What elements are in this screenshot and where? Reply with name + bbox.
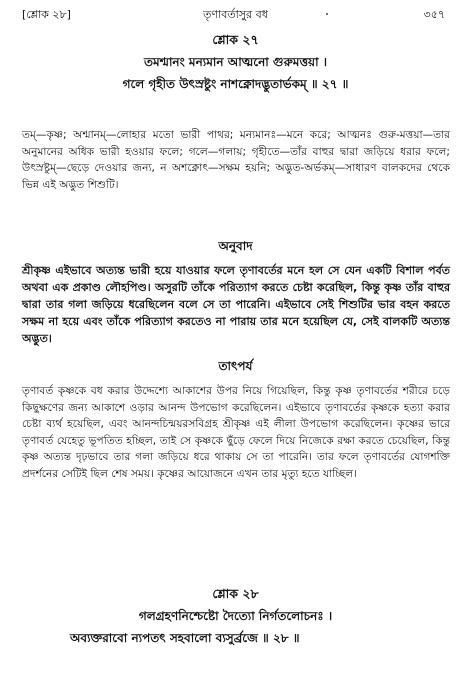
translation-paragraph: শ্রীকৃষ্ণ এইভাবে অত্যন্ত ভারী হয়ে যাওয়ার ফলে তৃণাবর্তের মনে হল সে যেন একটি বিশাল পর্বত অথবা এক প্রকাণ্ড লৌহপিণ্ড। অসুরটি তাঁকে পরিত্যাগ করতে চেষ্টা করেছিল, কিন্তু কৃষ্ণ তাঁর বাহুর দ্বারা তার গলা জড়িয়ে ধরেছিলেন বলে সে তা পারেনি। এইভাবে সেই শিশুটির ভার বহন করতে সক্ষম না হয়ে এবং তাঁকে পরিত্যাগ করতেও না পারায় তার মনে হয়েছিল যে, সেই বালকটি অত্যন্ত অদ্ভুত। [22,264,450,345]
purport-paragraph: তৃণাবর্ত কৃষ্ণকে বধ করার উদ্দেশ্যে আকাশের উপর নিয়ে গিয়েছিল, কিন্তু কৃষ্ণ তৃণাবর্তের শরীরে চড়ে কিছুক্ষণের জন্য আকাশে ওড়ার আনন্দ উপভোগ করেছিলেন। এইভাবে তৃণাবর্তের কৃষ্ণকে হত্যা করার চেষ্টা ব্যর্থ হয়েছিল, এবং আনন্দচিন্ময়রসবিগ্রহ শ্রীকৃষ্ণ এই লীলা উপভোগ করেছিলেন। কৃষ্ণের ভারে তৃণাবর্ত যেহেতু ভূপতিত হচ্ছিল, তাই সে কৃষ্ণকে ছুঁড়ে ফেলে দিয়ে নিজেকে রক্ষা করতে চেয়েছিল, কিন্তু কৃষ্ণ অত্যন্ত দৃঢ়ভাবে তার গলা জড়িয়ে ধরে থাকায় সে তা পারেনি। তার ফলে তৃণাবর্তের যোগশক্তি প্রদর্শনের সেটিই ছিল শেষ সময়। কৃষ্ণের আয়োজনে এখন তার মৃত্যু হতে যাচ্ছিল। [22,385,450,480]
verse-27-line-2: গলে গৃহীত উৎস্রষ্টুং নাশক্নোদদ্ভুতার্ভকম্ ॥ ২৭ ॥ [122,77,349,91]
print-speck [326,13,328,15]
verse-27-label: শ্লোক ২৭ [212,32,259,47]
verse-28-label: শ্লোক ২৮ [212,586,259,601]
verse-28-line-1: গলগ্রহণনিশ্চেষ্টো দৈত্যো নির্গতলোচনঃ । [138,609,333,623]
page-number: ৩৫৭ [423,8,445,21]
header-chapter-title: তৃণাবর্তাসুর বধ [203,8,268,21]
verse-27-line-1: তমশ্মানং মন্যমান আত্মনো গুরুমত্তয়া । [143,55,328,69]
translation-heading: অনুবাদ [218,239,253,253]
synonyms-paragraph: তম্—কৃষ্ণ; অশ্মানম্—লোহার মতো ভারী পাথর; মন্যমানঃ—মনে করে; আত্মনঃ গুরু-মত্তয়া—তার অনুমানের অধিক ভারী হওয়ার ফলে; গলে—গলায়; গৃহীতে—তাঁর বাহুর দ্বারা জড়িয়ে ধরার ফলে; উৎস্রষ্টুম্—ছেড়ে দেওয়ার জন্য, ন অশক্নোৎ—সক্ষম হয়নি; অদ্ভুত-অর্ভকম্—সাধারণ বালকদের থেকে ভিন্ন এই অদ্ভুত শিশুটি। [22,129,450,191]
purport-heading: তাৎপর্য [218,359,253,373]
header-verse-ref: [শ্লোক ২৮] [22,8,71,21]
verse-28-line-2: অব্যক্তরাবো ন্যপতৎ সহবালো ব্যসুর্ব্রজে ॥ ২৮ ॥ [70,631,300,645]
